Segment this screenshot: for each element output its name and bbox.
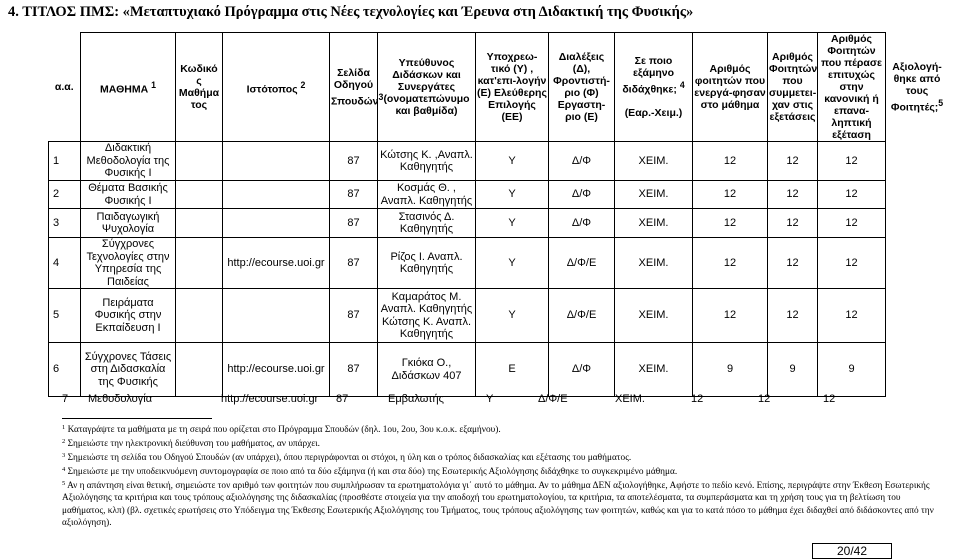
cell-passed: 9 [818, 343, 886, 397]
cell-guide-page: 87 [336, 393, 349, 405]
cell-semester: ΧΕΙΜ. [615, 343, 693, 397]
table-row [49, 142, 949, 181]
cell-aa: 1 [49, 142, 81, 181]
cell-semester: ΧΕΙΜ. [615, 209, 693, 238]
header-passed: Αριθμός Φοιτητών που πέρασε επιτυχώς στην κανονική ή επανα-ληπτική εξέταση [818, 33, 886, 142]
cell-mode: Δ/Φ/Ε [538, 393, 568, 405]
table-row-7 [48, 393, 908, 407]
cell-enrolled: 12 [693, 209, 768, 238]
footnote-text: Αν η απάντηση είναι θετική, σημειώστε τον αριθμό των φοιτητών που συμπλήρωσαν τα ερωτηματολόγια γι΄ αυτό το μάθημα. Αν το μάθημα ΔΕΝ αξιολογήθηκε, Αφήστε το πεδίο κενό. Επίσης, περιγράψτε στην Έκθεση Εσωτερικής Αξιολόγησης τα κριτήρια και τους τρόπους αξιολόγησης της διδασκαλίας (προσθέστε στοιχεία για την αποδοχή του ερωτηματολογίου, τα κριτήρια, τα αποτελέσματα, τα συμπεράσματα και τη χρήση τους για τη βελτίωση του μαθήματος, κλπ) (βλ. σχετικές ερωτήσεις στο Υπόδειγμα της Έκθεσης Εσωτερικής Αξιολόγησης του Τμήματος, τους τρόπους αξιολόγησης των φοιτητών, καθώς και για το κατά πόσο το μάθημα έχει διδαχθεί από διδάσκοντες από την αξιολόγηση). [62, 481, 934, 528]
cell-website [223, 209, 330, 238]
cell-mode: Δ/Φ/Ε [549, 289, 615, 343]
cell-evaluated [886, 209, 949, 238]
cell-examined: 12 [768, 209, 818, 238]
cell-passed: 12 [818, 238, 886, 289]
header-mode: Διαλέξεις (Δ), Φροντιστή-ριο (Φ) Εργαστη-ριο (Ε) [549, 33, 615, 142]
cell-instructor: Ρίζος Ι. Αναπλ. Καθηγητής [378, 238, 476, 289]
cell-instructor: Καμαράτος Μ. Αναπλ. Καθηγητής Κώτσης Κ. Αναπλ. Καθηγητής [378, 289, 476, 343]
cell-aa: 3 [49, 209, 81, 238]
cell-passed: 12 [818, 181, 886, 209]
cell-evaluated [886, 142, 949, 181]
footnote-text: Σημειώστε τη σελίδα του Οδηγού Σπουδών (αν υπάρχει), όπου περιγράφονται οι στόχοι, η ύλη και ο τρόπος διδασκαλίας και εξέτασης του μαθήματος. [67, 453, 632, 464]
header-code: Κωδικό ς Μαθήμα τος [176, 33, 223, 142]
header-semester: Σε ποιο εξάμηνο διδάχθηκε; $^4$ (Εαρ.-Χειμ.) [615, 33, 693, 142]
cell-mode: Δ/Φ [549, 181, 615, 209]
cell-type: Υ [486, 393, 494, 405]
header-guide-page: Σελίδα Οδηγού Σπουδών$^3$ [330, 33, 378, 142]
table-row [49, 343, 949, 397]
header-examined: Αριθμός Φοιτητών που συμμετει-χαν στις εξετάσεις [768, 33, 818, 142]
cell-guide-page: 87 [330, 181, 378, 209]
cell-mode: Δ/Φ [549, 343, 615, 397]
header-website: Ιστότοπος $^2$ [223, 33, 330, 142]
cell-course: Πειράματα Φυσικής στην Εκπαίδευση Ι [81, 289, 176, 343]
cell-examined: 12 [758, 393, 771, 405]
cell-instructor: Κοσμάς Θ. , Αναπλ. Καθηγητής [378, 181, 476, 209]
cell-instructor: Γκιόκα Ο., Διδάσκων 407 [378, 343, 476, 397]
cell-mode: Δ/Φ [549, 142, 615, 181]
cell-website [223, 181, 330, 209]
cell-course: Σύγχρονες Τάσεις στη Διδασκαλία της Φυσικής [81, 343, 176, 397]
page-number: 20/42 [812, 543, 892, 559]
cell-guide-page: 87 [330, 209, 378, 238]
header-instructor: Υπεύθυνος Διδάσκων και Συνεργάτες (ονοματεπώνυμο και βαθμίδα) [378, 33, 476, 142]
cell-enrolled: 12 [693, 289, 768, 343]
footnote-number: 5 [62, 480, 66, 488]
cell-type: Υ [476, 289, 549, 343]
cell-guide-page: 87 [330, 238, 378, 289]
cell-course: Σύγχρονες Τεχνολογίες στην Υπηρεσία της Παιδείας [81, 238, 176, 289]
cell-guide-page: 87 [330, 142, 378, 181]
cell-course: Παιδαγωγική Ψυχολογία [81, 209, 176, 238]
cell-type: Υ [476, 181, 549, 209]
footnote-divider [62, 418, 212, 419]
header-type: Υποχρεω-τικό (Υ) , κατ'επι-λογήν (Ε) Ελεύθερης Επιλογής (ΕΕ) [476, 33, 549, 142]
cell-website: http://ecourse.uoi.gr [221, 393, 319, 405]
footnote-number: 1 [62, 424, 66, 431]
cell-semester: ΧΕΙΜ. [615, 238, 693, 289]
cell-examined: 12 [768, 142, 818, 181]
page-title: 4. ΤΙΤΛΟΣ ΠΜΣ: «Μεταπτυχιακό Πρόγραμμα στις Νέες τεχνολογίες και Έρευνα στη Διδακτική της Φυσικής» [8, 4, 694, 20]
cell-examined: 12 [768, 238, 818, 289]
cell-instructor: Κώτσης Κ. ,Αναπλ. Καθηγητής [378, 142, 476, 181]
table-row [49, 181, 949, 209]
table-row [49, 238, 949, 289]
cell-passed: 12 [823, 393, 836, 405]
cell-passed: 12 [818, 289, 886, 343]
header-enrolled: Αριθμός φοιτητών που ενεργά-φησαν στο μάθημα [693, 33, 768, 142]
cell-evaluated [886, 343, 949, 397]
cell-type: Υ [476, 238, 549, 289]
footnote [62, 478, 942, 528]
header-aa: α.α. [54, 80, 74, 93]
cell-type: Υ [476, 142, 549, 181]
cell-code [176, 343, 223, 397]
footnote-number: 2 [62, 438, 66, 446]
cell-website [223, 142, 330, 181]
cell-enrolled: 9 [693, 343, 768, 397]
footnote [62, 464, 942, 478]
cell-instructor: Στασινός Δ. Καθηγητής [378, 209, 476, 238]
footnote [62, 422, 942, 436]
cell-website: http://ecourse.uoi.gr [223, 238, 330, 289]
cell-type: Υ [476, 209, 549, 238]
cell-guide-page: 87 [330, 343, 378, 397]
cell-examined: 12 [768, 289, 818, 343]
cell-instructor: Εμβαλωτής [388, 393, 444, 405]
cell-passed: 12 [818, 142, 886, 181]
cell-semester: ΧΕΙΜ. [615, 289, 693, 343]
header-evaluated: Αξιολογή-θηκε από τους Φοιτητές;$^5$ [890, 60, 944, 114]
footnote [62, 450, 942, 464]
cell-passed: 12 [818, 209, 886, 238]
cell-enrolled: 12 [691, 393, 704, 405]
footnote-number: 4 [62, 466, 66, 474]
cell-evaluated [886, 289, 949, 343]
cell-aa: 5 [49, 289, 81, 343]
cell-semester: ΧΕΙΜ. [615, 393, 645, 405]
cell-aa: 2 [49, 181, 81, 209]
cell-course: Διδακτική Μεθοδολογία της Φυσικής Ι [81, 142, 176, 181]
cell-guide-page: 87 [330, 289, 378, 343]
table-row [49, 289, 949, 343]
footnotes [62, 422, 942, 529]
cell-evaluated [886, 238, 949, 289]
courses-table [48, 32, 949, 397]
cell-code [176, 289, 223, 343]
header-course: ΜΑΘΗΜΑ $^1$ [81, 33, 176, 142]
cell-website: http://ecourse.uoi.gr [223, 343, 330, 397]
cell-aa: 4 [49, 238, 81, 289]
cell-course: Θέματα Βασικής Φυσικής Ι [81, 181, 176, 209]
cell-examined: 12 [768, 181, 818, 209]
cell-enrolled: 12 [693, 181, 768, 209]
cell-code [176, 238, 223, 289]
footnote-text: Σημειώστε την ηλεκτρονική διεύθυνση του μαθήματος, αν υπάρχει. [67, 439, 320, 450]
cell-enrolled: 12 [693, 142, 768, 181]
footnote-text: Καταγράψτε τα μαθήματα με τη σειρά που ορίζεται στο Πρόγραμμα Σπουδών (δηλ. 1ου, 2ου, 3ου κ.ο.κ. εξαμήνου). [67, 425, 501, 435]
cell-aa: 7 [62, 393, 69, 405]
cell-enrolled: 12 [693, 238, 768, 289]
cell-semester: ΧΕΙΜ. [615, 181, 693, 209]
cell-examined: 9 [768, 343, 818, 397]
footnote [62, 436, 942, 450]
footnote-number: 3 [62, 452, 66, 460]
footnote-text: Σημειώστε με την υποδεικνυόμενη συντομογραφία σε ποιο από τα δύο εξάμηνα (ή και στα δύο) της Εσωτερικής Αξιολόγησης διδάχθηκε το συγκεκριμένο μάθημα. [67, 467, 678, 478]
cell-evaluated [886, 181, 949, 209]
table-row [49, 209, 949, 238]
cell-course: Μεθοδολογία [88, 393, 153, 405]
cell-mode: Δ/Φ/Ε [549, 238, 615, 289]
cell-code [176, 142, 223, 181]
cell-website [223, 289, 330, 343]
cell-code [176, 181, 223, 209]
cell-code [176, 209, 223, 238]
table-header-row [49, 33, 949, 142]
cell-semester: ΧΕΙΜ. [615, 142, 693, 181]
cell-type: Ε [476, 343, 549, 397]
cell-mode: Δ/Φ [549, 209, 615, 238]
cell-aa: 6 [49, 343, 81, 397]
